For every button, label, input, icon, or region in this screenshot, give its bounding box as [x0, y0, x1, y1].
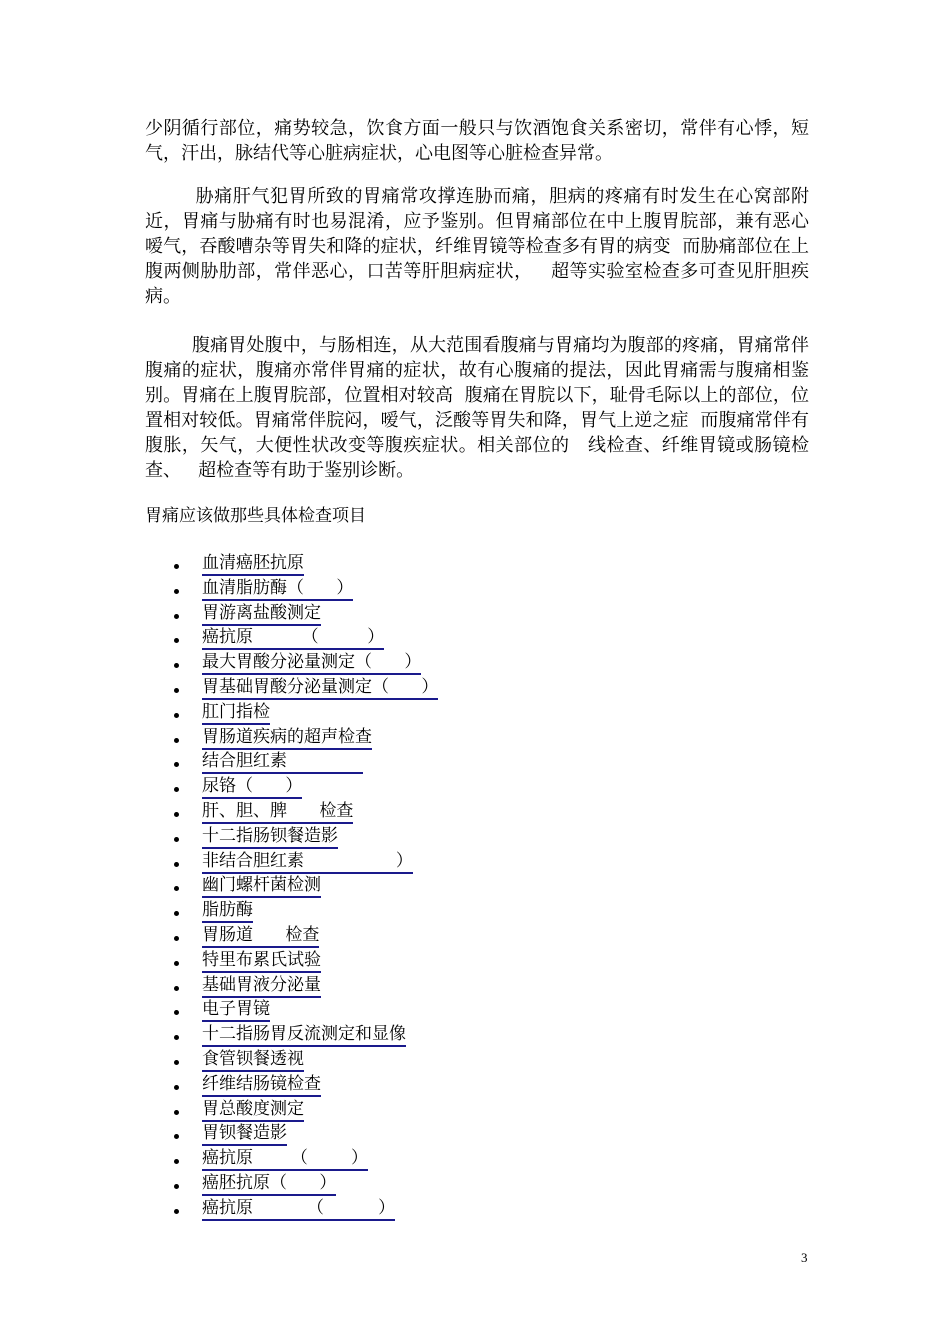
exam-link[interactable]: 癌抗原 （ ）	[202, 1147, 368, 1171]
list-item	[160, 577, 438, 602]
bullet-icon	[174, 663, 179, 668]
exam-link[interactable]: 脂肪酶	[202, 899, 253, 923]
list-item	[160, 602, 438, 627]
page-number: 3	[801, 1250, 808, 1265]
exam-link[interactable]: 结合胆红素	[202, 750, 363, 774]
bullet-icon	[174, 688, 179, 693]
exam-link[interactable]: 食管钡餐透视	[202, 1048, 304, 1072]
exam-link[interactable]: 癌抗原 （ ）	[202, 1197, 395, 1221]
paragraph-hypochondriac-pain: 胁痛肝气犯胃所致的胃痛常攻撑连胁而痛，胆病的疼痛有时发生在心窝部附近，胃痛与胁痛有时也易混淆，应予鉴别。但胃痛部位在中上腹胃脘部，兼有恶心嗳气，吞酸嘈杂等胃失和降的症状，纤维胃镜等检查多有胃的病变 而胁痛部位在上腹两侧胁肋部，常伴恶心，口苦等肝胆病症状， 超等实验室检查多可查见肝胆疾病。	[145, 186, 809, 307]
list-item	[160, 750, 438, 775]
exam-link[interactable]: 电子胃镜	[202, 998, 270, 1022]
exam-link[interactable]: 血清脂肪酶（ ）	[202, 577, 353, 601]
exam-link[interactable]: 最大胃酸分泌量测定（ ）	[202, 651, 421, 675]
exam-link[interactable]: 胃基础胃酸分泌量测定（ ）	[202, 676, 438, 700]
list-item	[160, 701, 438, 726]
list-item	[160, 974, 438, 999]
bullet-icon	[174, 1184, 179, 1189]
paragraph-heart-pain: 少阴循行部位，痛势较急，饮食方面一般只与饮酒饱食关系密切，常伴有心悸，短气，汗出，脉结代等心脏病症状，心电图等心脏检查异常。	[145, 118, 809, 164]
bullet-icon	[174, 986, 179, 991]
exam-link[interactable]: 特里布累氏试验	[202, 949, 321, 973]
exam-link[interactable]: 基础胃液分泌量	[202, 974, 321, 998]
bullet-icon	[174, 638, 179, 643]
list-item	[160, 924, 438, 949]
exam-link[interactable]: 胃肠道 检查	[202, 924, 319, 948]
bullet-icon	[174, 564, 179, 569]
exam-link[interactable]: 癌胚抗原（ ）	[202, 1172, 336, 1196]
exam-link[interactable]: 肛门指检	[202, 701, 270, 725]
exam-link[interactable]: 血清癌胚抗原	[202, 552, 304, 576]
paragraph-abdominal-pain: 腹痛胃处腹中，与肠相连，从大范围看腹痛与胃痛均为腹部的疼痛，胃痛常伴腹痛的症状，腹痛亦常伴胃痛的症状，故有心腹痛的提法，因此胃痛需与腹痛相鉴别。胃痛在上腹胃脘部，位置相对较高 腹痛在胃脘以下，耻骨毛际以上的部位，位置相对较低。胃痛常伴脘闷，嗳气，泛酸等胃失和降，胃气上逆之症 而腹痛常伴有腹胀，矢气，大便性状改变等腹疾症状。相关部位的 线检查、纤维胃镜或肠镜检查、 超检查等有助于鉴别诊断。	[145, 335, 810, 481]
list-item	[160, 1073, 438, 1098]
exam-link[interactable]: 十二指肠钡餐造影	[202, 825, 338, 849]
bullet-icon	[174, 787, 179, 792]
bullet-icon	[174, 589, 179, 594]
exam-link[interactable]: 胃总酸度测定	[202, 1098, 304, 1122]
list-item	[160, 874, 438, 899]
exam-link[interactable]: 胃游离盐酸测定	[202, 602, 321, 626]
list-item	[160, 850, 438, 875]
exam-link[interactable]: 幽门螺杆菌检测	[202, 874, 321, 898]
list-item	[160, 1098, 438, 1123]
bullet-icon	[174, 812, 179, 817]
exam-link[interactable]: 尿铬（ ）	[202, 775, 302, 799]
exam-link[interactable]: 纤维结肠镜检查	[202, 1073, 321, 1097]
exam-list	[160, 552, 438, 1222]
bullet-icon	[174, 1134, 179, 1139]
list-item	[160, 775, 438, 800]
bullet-icon	[174, 738, 179, 743]
bullet-icon	[174, 713, 179, 718]
list-item	[160, 899, 438, 924]
bullet-icon	[174, 1159, 179, 1164]
list-item	[160, 626, 438, 651]
exam-link[interactable]: 肝、胆、脾 检查	[202, 800, 353, 824]
list-item	[160, 1197, 438, 1222]
list-item	[160, 676, 438, 701]
bullet-icon	[174, 911, 179, 916]
list-item	[160, 800, 438, 825]
bullet-icon	[174, 1035, 179, 1040]
bullet-icon	[174, 1060, 179, 1065]
list-item	[160, 1048, 438, 1073]
list-item	[160, 651, 438, 676]
exam-link[interactable]: 胃肠道疾病的超声检查	[202, 726, 372, 750]
list-item	[160, 1023, 438, 1048]
exam-link[interactable]: 胃钡餐造影	[202, 1122, 287, 1146]
bullet-icon	[174, 886, 179, 891]
list-item	[160, 998, 438, 1023]
list-item	[160, 1122, 438, 1147]
bullet-icon	[174, 1085, 179, 1090]
exam-link[interactable]: 癌抗原 （ ）	[202, 626, 384, 650]
bullet-icon	[174, 614, 179, 619]
list-item	[160, 552, 438, 577]
bullet-icon	[174, 1110, 179, 1115]
exam-link[interactable]: 非结合胆红素 ）	[202, 850, 413, 874]
list-item	[160, 949, 438, 974]
bullet-icon	[174, 936, 179, 941]
bullet-icon	[174, 1209, 179, 1214]
bullet-icon	[174, 837, 179, 842]
bullet-icon	[174, 762, 179, 767]
list-item	[160, 1172, 438, 1197]
bullet-icon	[174, 961, 179, 966]
bullet-icon	[174, 862, 179, 867]
section-heading: 胃痛应该做那些具体检查项目	[145, 506, 366, 526]
bullet-icon	[174, 1010, 179, 1015]
list-item	[160, 825, 438, 850]
exam-link[interactable]: 十二指肠胃反流测定和显像	[202, 1023, 406, 1047]
list-item	[160, 1147, 438, 1172]
list-item	[160, 726, 438, 751]
